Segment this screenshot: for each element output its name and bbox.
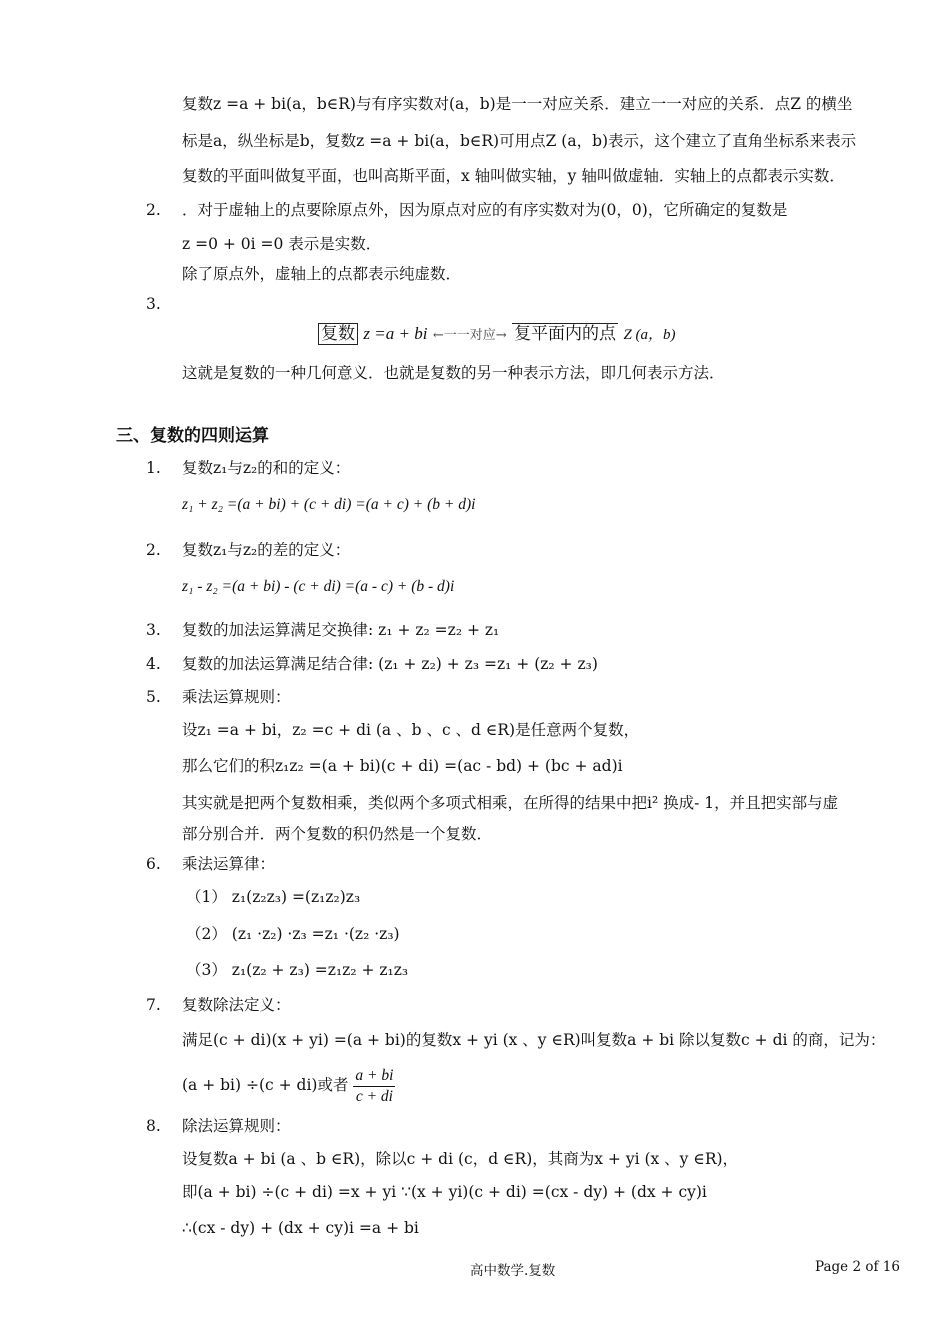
item-number: 3. — [146, 295, 161, 313]
point-z: Z (a，b) — [623, 327, 676, 343]
box-complex: 复数 — [318, 323, 358, 345]
item-number: 8. — [146, 1117, 161, 1135]
item-number: 1. — [146, 459, 161, 477]
item-text: 复数除法定义： — [182, 996, 291, 1014]
page-number: Page 2 of 16 — [815, 1259, 900, 1275]
correspondence-arrow: ←一一对应→ — [432, 328, 507, 343]
footer-title: 高中数学.复数 — [470, 1263, 556, 1279]
formula-diff: z₁ - z₂ =(a + bi) - (c + di) =(a - c) + (b - d)i — [182, 578, 455, 595]
complex-formula: z =a + bi — [363, 324, 428, 343]
div-fraction — [353, 1066, 395, 1107]
item-text: 复数的加法运算满足结合律: (z₁ + z₂) + z₃ =z₁ + (z₂ + z₃) — [182, 655, 598, 673]
mul-line: 设z₁ =a + bi，z₂ =c + di (a 、b 、c 、d ∈R)是任意两个复数， — [182, 721, 640, 739]
para-line: ．对于虚轴上的点要除原点外，因为原点对应的有序实数对为(0，0)，它所确定的复数是 — [182, 201, 788, 219]
item-text: 复数z₁与z₂的和的定义： — [182, 459, 351, 477]
geometric-meaning-formula — [318, 323, 676, 347]
section-heading: 三、复数的四则运算 — [116, 426, 269, 446]
para-line: 标是a，纵坐标是b，复数z =a + bi(a，b∈R)可用点Z (a，b)表示，这个建立了直角坐标系来表示 — [182, 132, 857, 150]
item-text: 复数z₁与z₂的差的定义： — [182, 541, 351, 559]
item-text: 乘法运算律： — [182, 855, 276, 873]
divrule-line: 设复数a + bi (a 、b ∈R)，除以c + di (c，d ∈R)，其商为x + yi (x 、y ∈R)， — [182, 1150, 739, 1168]
item-number: 4. — [146, 655, 161, 673]
mul-law: （3） z₁(z₂ + z₃) =z₁z₂ + z₁z₃ — [186, 961, 409, 979]
item-number: 5. — [146, 688, 161, 706]
item-number: 6. — [146, 855, 161, 873]
mul-line: 那么它们的积z₁z₂ =(a + bi)(c + di) =(ac - bd) + (bc + ad)i — [182, 757, 623, 775]
mul-line: 其实就是把两个复数相乘，类似两个多项式相乘，在所得的结果中把i² 换成- 1，并且把实部与虚 — [182, 794, 839, 812]
item-text: 乘法运算规则： — [182, 688, 291, 706]
para-line: 这就是复数的一种几何意义．也就是复数的另一种表示方法，即几何表示方法． — [182, 364, 725, 382]
formula-sum: z₁ + z₂ =(a + bi) + (c + di) =(a + c) + (b + d)i — [182, 496, 476, 513]
item-text: 除法运算规则： — [182, 1117, 291, 1135]
divrule-line: 即(a + bi) ÷(c + di) =x + yi ∵(x + yi)(c + di) =(cx - dy) + (dx + cy)i — [182, 1183, 707, 1201]
fraction-numerator: a + bi — [353, 1066, 395, 1087]
mul-line: 部分别合并．两个复数的积仍然是一个复数． — [182, 825, 493, 843]
div-notation: (a + bi) ÷(c + di)或者 — [182, 1076, 349, 1094]
item-text: 复数的加法运算满足交换律: z₁ + z₂ =z₂ + z₁ — [182, 621, 500, 639]
item-number: 7. — [146, 996, 161, 1014]
para-line: 复数的平面叫做复平面，也叫高斯平面，x 轴叫做实轴，y 轴叫做虚轴．实轴上的点都表示实数． — [182, 167, 845, 185]
item-number: 2. — [146, 541, 161, 559]
para-line: z =0 + 0i =0 表示是实数． — [182, 235, 382, 253]
div-line: 满足(c + di)(x + yi) =(a + bi)的复数x + yi (x 、y ∈R)叫复数a + bi 除以复数c + di 的商，记为： — [182, 1031, 886, 1049]
item-number: 3. — [146, 621, 161, 639]
mul-law: （1） z₁(z₂z₃) =(z₁z₂)z₃ — [186, 888, 361, 906]
div-line — [182, 1062, 395, 1108]
box-plane-point: 复平面内的点 — [514, 324, 617, 344]
para-line: 除了原点外，虚轴上的点都表示纯虚数． — [182, 265, 462, 283]
divrule-line: ∴(cx - dy) + (dx + cy)i =a + bi — [182, 1219, 419, 1237]
mul-law: （2） (z₁ ·z₂) ·z₃ =z₁ ·(z₂ ·z₃) — [186, 925, 400, 943]
item-number: 2. — [146, 201, 161, 219]
para-line: 复数z =a + bi(a，b∈R)与有序实数对(a，b)是一一对应关系．建立一一对应的关系．点Z 的横坐 — [182, 95, 853, 113]
fraction-denominator: c + di — [355, 1087, 393, 1105]
